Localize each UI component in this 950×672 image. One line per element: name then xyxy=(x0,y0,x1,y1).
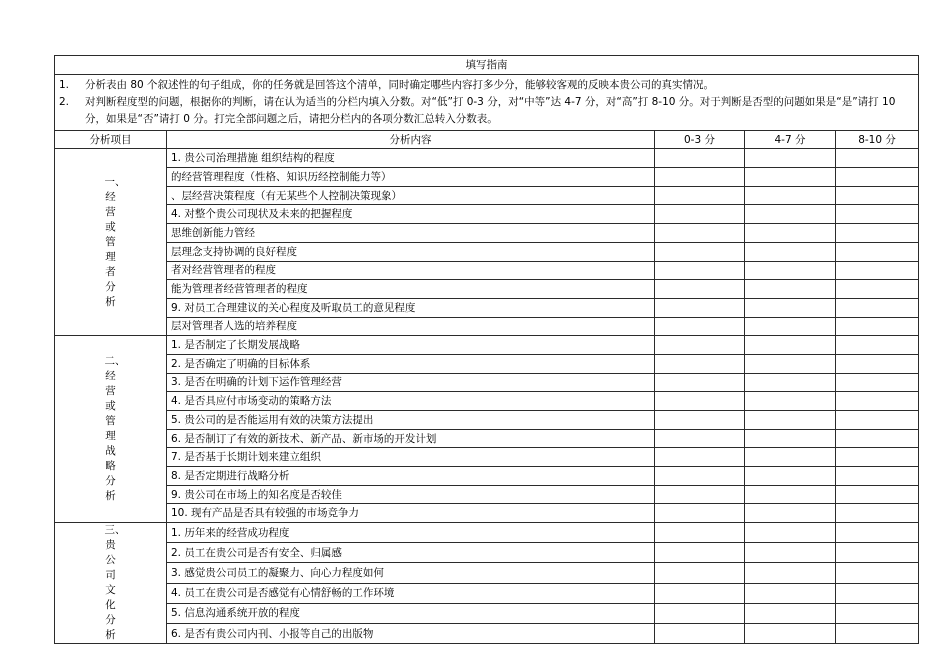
score-mid-cell[interactable] xyxy=(745,603,836,623)
score-low-cell[interactable] xyxy=(655,280,745,299)
table-row xyxy=(55,467,919,486)
score-high-cell[interactable] xyxy=(836,448,919,467)
score-high-cell[interactable] xyxy=(836,467,919,486)
header-score-high: 8-10 分 xyxy=(836,130,919,149)
score-high-cell[interactable] xyxy=(836,261,919,280)
analysis-content-cell: 1. 是否制定了长期发展战略 xyxy=(167,336,655,355)
score-low-cell[interactable] xyxy=(655,168,745,187)
table-row xyxy=(55,373,919,392)
score-mid-cell[interactable] xyxy=(745,429,836,448)
guide-number: 1. xyxy=(59,78,70,91)
guide-line-1 xyxy=(59,77,914,94)
analysis-content-cell: 4. 对整个贵公司现状及未来的把握程度 xyxy=(167,205,655,224)
table-row xyxy=(55,336,919,355)
score-low-cell[interactable] xyxy=(655,523,745,543)
analysis-table xyxy=(54,55,919,644)
table-row xyxy=(55,523,919,543)
header-score-mid: 4-7 分 xyxy=(745,130,836,149)
table-row xyxy=(55,298,919,317)
analysis-content-cell: 1. 贵公司治理措施 组织结构的程度 xyxy=(167,149,655,168)
analysis-content-cell: 8. 是否定期进行战略分析 xyxy=(167,467,655,486)
analysis-content-cell: 层理念支持协调的良好程度 xyxy=(167,242,655,261)
score-high-cell[interactable] xyxy=(836,298,919,317)
guide-number: 2. xyxy=(59,95,70,108)
score-low-cell[interactable] xyxy=(655,149,745,168)
score-mid-cell[interactable] xyxy=(745,448,836,467)
section-label xyxy=(55,523,167,644)
score-mid-cell[interactable] xyxy=(745,261,836,280)
score-high-cell[interactable] xyxy=(836,429,919,448)
table-row xyxy=(55,623,919,643)
table-row xyxy=(55,392,919,411)
score-mid-cell[interactable] xyxy=(745,583,836,603)
score-low-cell[interactable] xyxy=(655,373,745,392)
score-mid-cell[interactable] xyxy=(745,317,836,336)
score-low-cell[interactable] xyxy=(655,411,745,430)
score-mid-cell[interactable] xyxy=(745,411,836,430)
analysis-content-cell: 5. 贵公司的是否能运用有效的决策方法提出 xyxy=(167,411,655,430)
score-low-cell[interactable] xyxy=(655,205,745,224)
score-high-cell[interactable] xyxy=(836,583,919,603)
score-mid-cell[interactable] xyxy=(745,298,836,317)
table-row xyxy=(55,411,919,430)
guide-cell xyxy=(55,74,919,130)
header-item: 分析项目 xyxy=(55,130,167,149)
score-high-cell[interactable] xyxy=(836,186,919,205)
score-mid-cell[interactable] xyxy=(745,563,836,583)
section-label xyxy=(55,336,167,523)
score-high-cell[interactable] xyxy=(836,168,919,187)
score-high-cell[interactable] xyxy=(836,280,919,299)
table-row xyxy=(55,429,919,448)
table-row xyxy=(55,149,919,168)
score-low-cell[interactable] xyxy=(655,504,745,523)
score-high-cell[interactable] xyxy=(836,149,919,168)
table-row xyxy=(55,186,919,205)
score-high-cell[interactable] xyxy=(836,485,919,504)
score-low-cell[interactable] xyxy=(655,336,745,355)
analysis-content-cell: 、层经营决策程度（有无某些个人控制决策现象） xyxy=(167,186,655,205)
score-low-cell[interactable] xyxy=(655,261,745,280)
table-row xyxy=(55,354,919,373)
score-high-cell[interactable] xyxy=(836,224,919,243)
analysis-content-cell: 10. 现有产品是否具有较强的市场竞争力 xyxy=(167,504,655,523)
score-low-cell[interactable] xyxy=(655,392,745,411)
score-high-cell[interactable] xyxy=(836,504,919,523)
score-high-cell[interactable] xyxy=(836,373,919,392)
score-low-cell[interactable] xyxy=(655,448,745,467)
score-low-cell[interactable] xyxy=(655,317,745,336)
table-row xyxy=(55,543,919,563)
score-high-cell[interactable] xyxy=(836,336,919,355)
score-mid-cell[interactable] xyxy=(745,543,836,563)
table-row xyxy=(55,280,919,299)
table-row xyxy=(55,317,919,336)
score-mid-cell[interactable] xyxy=(745,467,836,486)
score-mid-cell[interactable] xyxy=(745,354,836,373)
score-high-cell[interactable] xyxy=(836,392,919,411)
header-score-low: 0-3 分 xyxy=(655,130,745,149)
score-low-cell[interactable] xyxy=(655,543,745,563)
score-mid-cell[interactable] xyxy=(745,168,836,187)
score-low-cell[interactable] xyxy=(655,186,745,205)
score-mid-cell[interactable] xyxy=(745,504,836,523)
score-mid-cell[interactable] xyxy=(745,280,836,299)
score-high-cell[interactable] xyxy=(836,242,919,261)
table-row xyxy=(55,242,919,261)
table-row xyxy=(55,583,919,603)
score-low-cell[interactable] xyxy=(655,354,745,373)
score-mid-cell[interactable] xyxy=(745,205,836,224)
analysis-content-cell: 的经营管理程度（性格、知识历经控制能力等） xyxy=(167,168,655,187)
table-row xyxy=(55,603,919,623)
header-row xyxy=(55,130,919,149)
score-low-cell[interactable] xyxy=(655,429,745,448)
section-label-text: 二、经营或管理战略分析 xyxy=(104,355,126,503)
analysis-content-cell: 9. 贵公司在市场上的知名度是否较佳 xyxy=(167,485,655,504)
score-low-cell[interactable] xyxy=(655,224,745,243)
score-mid-cell[interactable] xyxy=(745,242,836,261)
analysis-content-cell: 4. 是否具应付市场变动的策略方法 xyxy=(167,392,655,411)
table-title: 填写指南 xyxy=(55,56,919,75)
guide-line-2 xyxy=(59,94,914,128)
table-row xyxy=(55,205,919,224)
section-label-text: 三、贵公司文化分析 xyxy=(104,524,126,642)
score-mid-cell[interactable] xyxy=(745,523,836,543)
table-row xyxy=(55,563,919,583)
score-mid-cell[interactable] xyxy=(745,224,836,243)
section-label xyxy=(55,149,167,336)
score-mid-cell[interactable] xyxy=(745,373,836,392)
analysis-content-cell: 层对管理者人选的培养程度 xyxy=(167,317,655,336)
title-row xyxy=(55,56,919,75)
score-mid-cell[interactable] xyxy=(745,623,836,643)
analysis-content-cell: 3. 感觉贵公司员工的凝聚力、向心力程度如何 xyxy=(167,563,655,583)
analysis-content-cell: 能为管理者经营管理者的程度 xyxy=(167,280,655,299)
table-row xyxy=(55,485,919,504)
score-high-cell[interactable] xyxy=(836,603,919,623)
guide-text: 对判断程度型的问题，根据你的判断，请在认为适当的分栏内填入分数。对“低”打 0-3 分，对“中等”达 4-7 分，对“高”打 8-10 分。对于判断是否型的问题如果是“是”请打 10 分，如果是“否”请打 0 分。打完全部问题之后，请把分栏内的各项分数汇总转入分数表。 xyxy=(85,95,896,125)
analysis-content-cell: 者对经营管理者的程度 xyxy=(167,261,655,280)
analysis-content-cell: 2. 是否确定了明确的目标体系 xyxy=(167,354,655,373)
table-row xyxy=(55,504,919,523)
score-high-cell[interactable] xyxy=(836,354,919,373)
table-row xyxy=(55,224,919,243)
guide-text: 分析表由 80 个叙述性的句子组成，你的任务就是回答这个清单，同时确定哪些内容打多少分，能够较客观的反映本贵公司的真实情况。 xyxy=(85,78,715,91)
score-high-cell[interactable] xyxy=(836,623,919,643)
score-high-cell[interactable] xyxy=(836,523,919,543)
score-mid-cell[interactable] xyxy=(745,336,836,355)
analysis-content-cell: 5. 信息沟通系统开放的程度 xyxy=(167,603,655,623)
analysis-content-cell: 6. 是否有贵公司内刊、小报等自己的出版物 xyxy=(167,623,655,643)
guide-row xyxy=(55,74,919,130)
score-mid-cell[interactable] xyxy=(745,392,836,411)
header-content: 分析内容 xyxy=(167,130,655,149)
score-low-cell[interactable] xyxy=(655,485,745,504)
analysis-content-cell: 9. 对员工合理建议的关心程度及听取员工的意见程度 xyxy=(167,298,655,317)
score-low-cell[interactable] xyxy=(655,603,745,623)
analysis-content-cell: 1. 历年来的经营成功程度 xyxy=(167,523,655,543)
score-low-cell[interactable] xyxy=(655,298,745,317)
score-high-cell[interactable] xyxy=(836,543,919,563)
score-high-cell[interactable] xyxy=(836,563,919,583)
table-row xyxy=(55,168,919,187)
score-mid-cell[interactable] xyxy=(745,485,836,504)
analysis-content-cell: 7. 是否基于长期计划来建立组织 xyxy=(167,448,655,467)
score-low-cell[interactable] xyxy=(655,467,745,486)
score-low-cell[interactable] xyxy=(655,242,745,261)
score-high-cell[interactable] xyxy=(836,317,919,336)
score-low-cell[interactable] xyxy=(655,583,745,603)
section-label-text: 一、经营或管理者分析 xyxy=(104,175,126,308)
score-low-cell[interactable] xyxy=(655,563,745,583)
analysis-content-cell: 4. 员工在贵公司是否感觉有心情舒畅的工作环境 xyxy=(167,583,655,603)
score-high-cell[interactable] xyxy=(836,205,919,224)
score-high-cell[interactable] xyxy=(836,411,919,430)
score-low-cell[interactable] xyxy=(655,623,745,643)
analysis-content-cell: 3. 是否在明确的计划下运作管理经营 xyxy=(167,373,655,392)
score-mid-cell[interactable] xyxy=(745,149,836,168)
table-row xyxy=(55,448,919,467)
analysis-content-cell: 思维创新能力管经 xyxy=(167,224,655,243)
score-mid-cell[interactable] xyxy=(745,186,836,205)
analysis-content-cell: 2. 员工在贵公司是否有安全、归属感 xyxy=(167,543,655,563)
table-row xyxy=(55,261,919,280)
analysis-content-cell: 6. 是否制订了有效的新技术、新产品、新市场的开发计划 xyxy=(167,429,655,448)
